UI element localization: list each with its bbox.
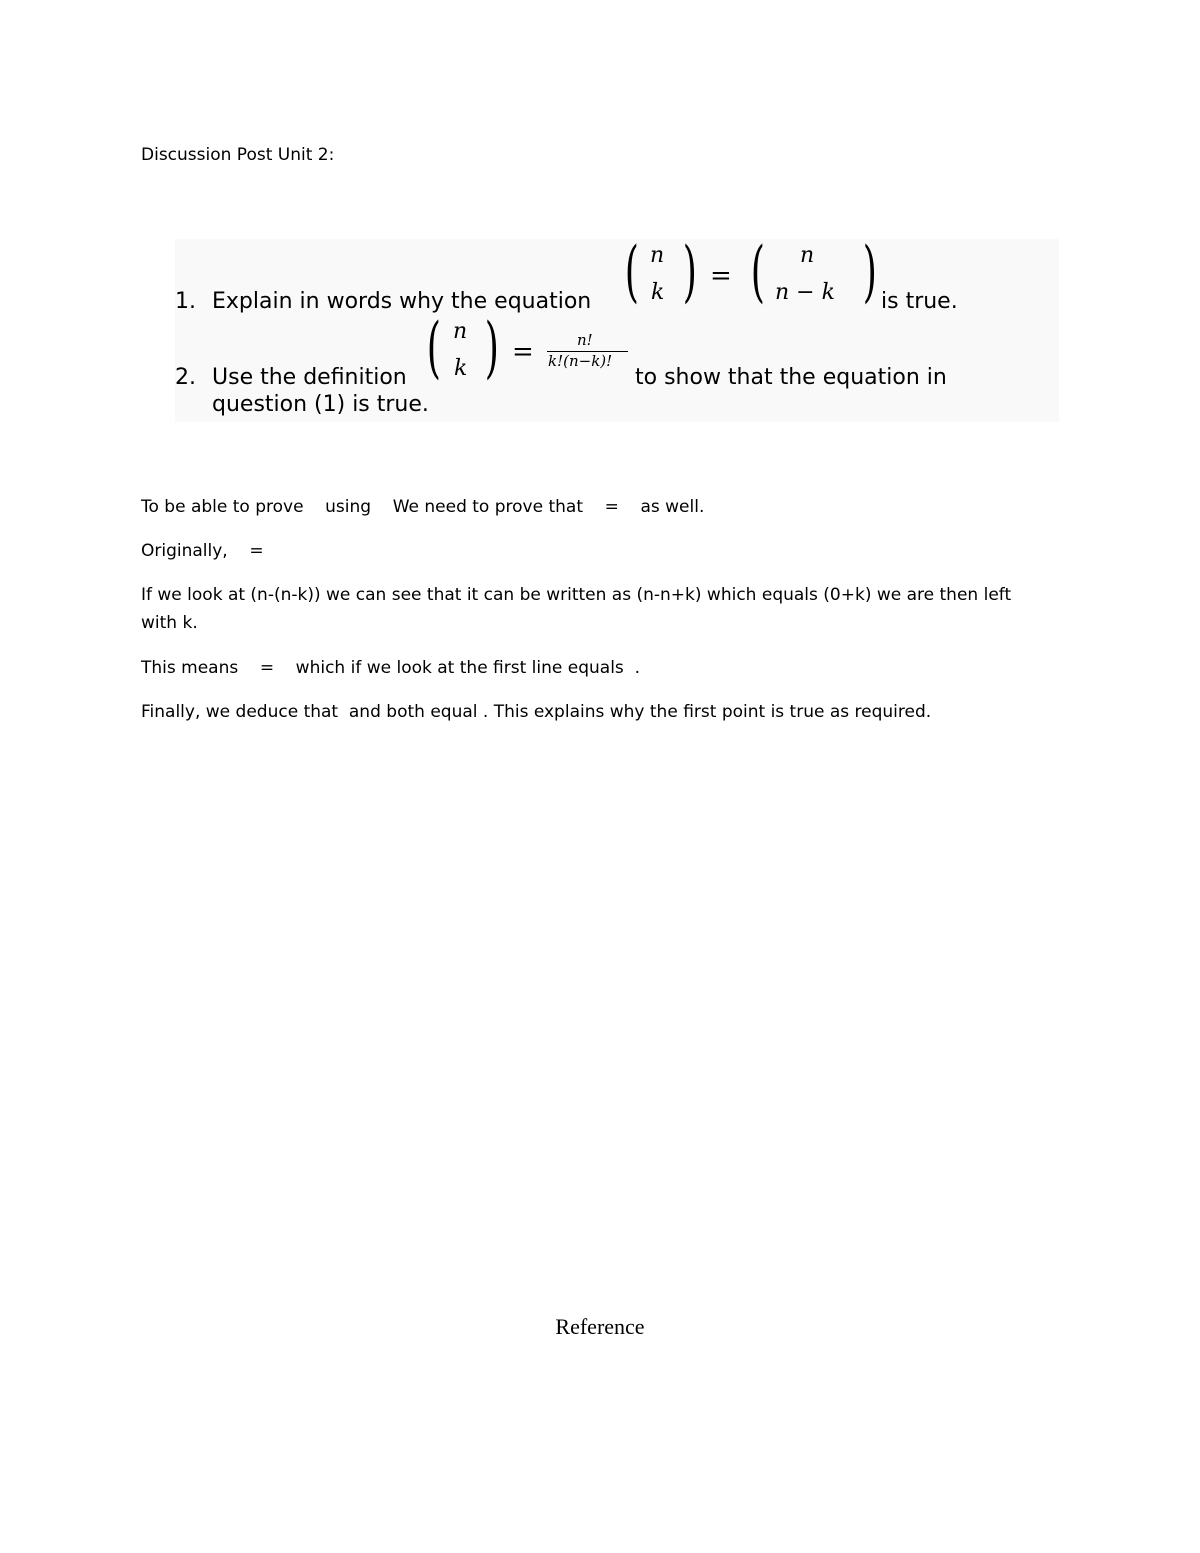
question-1-text-end: is true.: [881, 289, 958, 314]
paragraph: with k.: [141, 613, 198, 633]
question-2-number: 2.: [175, 365, 196, 390]
page-title: Discussion Post Unit 2:: [141, 145, 335, 165]
math-numerator: n!: [577, 331, 593, 349]
paragraph: This means = which if we look at the first line equals .: [141, 658, 640, 678]
left-paren: (: [426, 309, 441, 386]
math-equals: =: [710, 261, 732, 291]
question-box: [175, 233, 1059, 422]
math-k: k: [454, 356, 468, 381]
math-denominator: k!(n−k)!: [548, 352, 613, 370]
math-n: n: [650, 243, 665, 268]
paragraph: Finally, we deduce that and both equal . This explains why the first point is true as required.: [141, 702, 932, 722]
paragraph: Originally, =: [141, 541, 264, 561]
reference-heading: Reference: [555, 1314, 645, 1339]
left-paren: (: [750, 233, 765, 310]
math-k: k: [651, 280, 665, 305]
math-n: n: [453, 319, 468, 344]
left-paren: (: [624, 233, 639, 310]
math-equals: =: [512, 337, 534, 367]
math-n-minus-k: n − k: [775, 280, 835, 305]
question-1-number: 1.: [175, 289, 196, 314]
right-paren: ): [484, 309, 499, 386]
paragraph: To be able to prove using We need to prove that = as well.: [141, 497, 705, 517]
question-1-text: Explain in words why the equation: [212, 289, 592, 314]
right-paren: ): [682, 233, 697, 310]
question-2-text-line2: question (1) is true.: [212, 392, 429, 417]
question-2-text: Use the definition: [212, 365, 407, 390]
right-paren: ): [862, 233, 877, 310]
paragraph: If we look at (n-(n-k)) we can see that it can be written as (n-n+k) which equals (0+k) we are then left: [141, 585, 1012, 605]
question-2-text-end: to show that the equation in: [635, 365, 947, 390]
math-n: n: [800, 243, 815, 268]
